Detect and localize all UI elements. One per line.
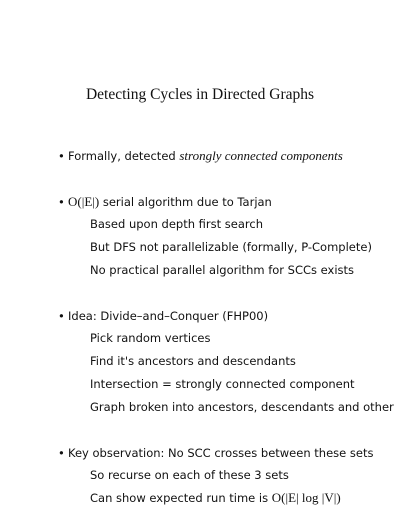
- sub-item: Graph broken into ancestors, descendants and other: [90, 400, 394, 414]
- bullet-icon: •: [58, 446, 65, 460]
- bullet-icon: •: [58, 149, 65, 163]
- sub-item: Find it's ancestors and descendants: [90, 354, 296, 368]
- bullet-text: Idea: Divide–and–Conquer (FHP00): [68, 309, 269, 323]
- bullet-text: serial algorithm due to Tarjan: [99, 195, 272, 209]
- sub-item: But DFS not parallelizable (formally, P-Complete): [90, 240, 372, 254]
- sub-item: Pick random vertices: [90, 331, 211, 345]
- bullet-icon: •: [58, 195, 65, 209]
- sub-item-runtime: [90, 491, 341, 505]
- emphasis-text: strongly connected components: [179, 148, 343, 163]
- sub-item: Intersection = strongly connected component: [90, 377, 355, 391]
- bullet-icon: •: [58, 309, 65, 323]
- bullet-tarjan: [58, 195, 272, 209]
- runtime-math: O(|E| log |V|): [271, 490, 341, 505]
- bullet-formally: [58, 149, 343, 163]
- bullet-idea: [58, 309, 268, 323]
- slide-title: Detecting Cycles in Directed Graphs: [85, 86, 315, 103]
- bullet-key-observation: [58, 446, 373, 460]
- sub-item: Based upon depth first search: [90, 217, 263, 231]
- bullet-text: Key observation: No SCC crosses between these sets: [68, 446, 374, 460]
- bullet-text: Formally, detected: [68, 149, 180, 163]
- complexity-math: O(|E|): [68, 194, 100, 209]
- sub-item-text: Can show expected run time is: [90, 491, 272, 505]
- sub-item: No practical parallel algorithm for SCCs exists: [90, 263, 355, 277]
- sub-item: So recurse on each of these 3 sets: [90, 468, 289, 482]
